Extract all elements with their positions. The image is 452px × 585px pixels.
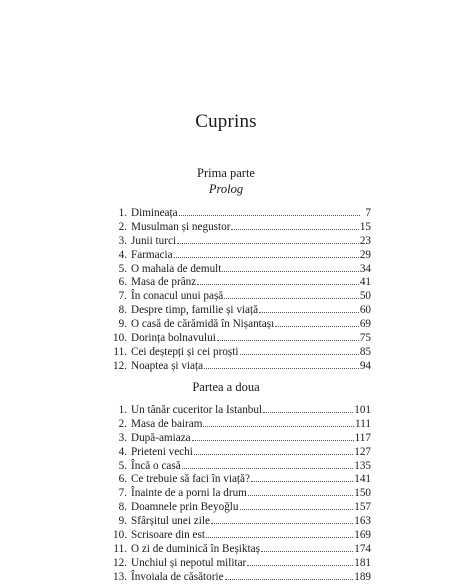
toc-entry <box>112 500 371 514</box>
entry-number: 8. <box>118 501 127 514</box>
toc-entry <box>112 206 371 220</box>
entry-number: 4. <box>118 248 127 261</box>
entry-title: Musulman și negustor <box>131 220 231 233</box>
entry-title: O mahala de demult <box>131 262 222 275</box>
entry-number: 10. <box>113 529 127 542</box>
dot-leader <box>203 417 354 427</box>
entry-title: Înainte de a porni la drum <box>131 487 247 500</box>
entry-page-number: 174 <box>354 542 371 555</box>
entry-number: 5. <box>118 262 127 275</box>
toc-entry <box>112 459 371 473</box>
dot-leader <box>248 486 353 496</box>
toc-entry <box>112 570 371 584</box>
entry-number: 11. <box>113 345 127 358</box>
dot-leader <box>261 542 353 552</box>
entry-page-number: 150 <box>354 487 371 500</box>
toc-entry <box>112 345 371 359</box>
toc-entry <box>112 262 371 276</box>
toc-entry <box>112 234 371 248</box>
entry-page-number: 29 <box>359 248 371 261</box>
dot-leader <box>217 331 359 341</box>
dot-leader <box>247 556 353 566</box>
entry-title: Cei deștepți și cei proști <box>131 345 239 358</box>
dot-leader <box>263 403 353 413</box>
part2-title: Partea a doua <box>192 380 260 394</box>
entry-page-number: 141 <box>354 473 371 486</box>
toc-entry <box>112 331 371 345</box>
entry-number: 2. <box>118 417 127 430</box>
entry-title: Unchiul și nepotul militar <box>131 556 247 569</box>
toc-entry <box>112 317 371 331</box>
toc-entry <box>112 359 371 373</box>
entry-title: Sfârșitul unei zile <box>131 515 210 528</box>
entry-title: Masa de prânz <box>131 276 197 289</box>
entry-title: Învoiala de căsătorie <box>131 570 224 583</box>
entry-title: Încă o casă <box>131 459 181 472</box>
entry-page-number: 75 <box>359 332 371 345</box>
dot-leader <box>225 570 354 580</box>
entry-page-number: 169 <box>354 529 371 542</box>
dot-leader <box>192 431 354 441</box>
toc-entry <box>112 542 371 556</box>
toc-entry <box>112 528 371 542</box>
entry-page-number: 85 <box>359 345 371 358</box>
toc-entry <box>112 248 371 262</box>
toc-entry <box>112 431 371 445</box>
entry-number: 6. <box>118 276 127 289</box>
entry-number: 1. <box>118 404 127 416</box>
entry-title: O casă de cărămidă în Nișantașı <box>131 318 275 331</box>
entry-number: 8. <box>118 304 127 317</box>
toc-entry <box>112 403 371 417</box>
dot-leader <box>197 275 359 285</box>
entry-number: 2. <box>118 220 127 233</box>
dot-leader <box>259 303 359 313</box>
dot-leader <box>182 459 354 469</box>
entry-page-number: 50 <box>359 290 371 303</box>
part1-subtitle: Prolog <box>208 182 244 196</box>
dot-leader <box>222 262 358 272</box>
entry-number: 9. <box>118 515 127 528</box>
entry-title: Scrisoare din est <box>131 529 205 542</box>
entry-title: Dorința bolnavului <box>131 332 216 345</box>
entry-title: Junii turci <box>131 234 177 247</box>
dot-leader <box>194 445 353 455</box>
entry-title: După-amiaza <box>131 431 191 444</box>
entry-title: Doamnele prin Beyoğlu <box>131 501 239 514</box>
entry-page-number: 157 <box>354 501 371 514</box>
dot-leader <box>231 220 358 230</box>
entry-page-number: 94 <box>359 359 371 372</box>
toc-entry <box>112 472 371 486</box>
entry-page-number: 60 <box>359 304 371 317</box>
entry-title: Un tânăr cuceritor la Istanbul <box>131 404 263 416</box>
dot-leader <box>174 248 359 258</box>
dot-leader <box>177 234 359 244</box>
entry-number: 3. <box>118 431 127 444</box>
entry-number: 1. <box>118 207 127 219</box>
entry-number: 5. <box>118 459 127 472</box>
part1-toc <box>112 206 371 373</box>
toc-entry <box>112 556 371 570</box>
entry-page-number: 181 <box>354 556 371 569</box>
entry-number: 3. <box>118 234 127 247</box>
entry-title: Ce trebuie să faci în viață? <box>131 473 250 486</box>
toc-entry <box>112 220 371 234</box>
entry-page-number: 7 <box>365 207 371 219</box>
entry-title: Prieteni vechi <box>131 445 193 458</box>
entry-title: Masa de bairam <box>131 417 203 430</box>
dot-leader <box>211 514 353 524</box>
entry-number: 4. <box>118 445 127 458</box>
entry-page-number: 127 <box>354 445 371 458</box>
entry-number: 12. <box>113 359 127 372</box>
entry-page-number: 163 <box>354 515 371 528</box>
part1-title: Prima parte <box>197 166 255 180</box>
entry-page-number: 189 <box>354 570 371 583</box>
toc-entry <box>112 303 371 317</box>
dot-leader <box>275 317 359 327</box>
entry-page-number: 23 <box>359 234 371 247</box>
entry-page-number: 135 <box>354 459 371 472</box>
dot-leader <box>179 206 360 216</box>
toc-entry <box>112 289 371 303</box>
entry-title: Noaptea și viața <box>131 359 204 372</box>
entry-page-number: 34 <box>359 262 371 275</box>
entry-number: 6. <box>118 473 127 486</box>
entry-page-number: 69 <box>359 318 371 331</box>
toc-entry <box>112 275 371 289</box>
entry-title: Farmacia <box>131 248 173 261</box>
entry-page-number: 117 <box>354 431 371 444</box>
entry-page-number: 41 <box>359 276 371 289</box>
entry-title: Despre timp, familie și viață <box>131 304 259 317</box>
toc-entry <box>112 514 371 528</box>
entry-number: 7. <box>118 290 127 303</box>
contents-title: Cuprins <box>195 111 257 132</box>
entry-number: 11. <box>113 542 127 555</box>
entry-title: Dimineața <box>131 207 178 219</box>
dot-leader <box>240 345 359 355</box>
entry-number: 12. <box>113 556 127 569</box>
dot-leader <box>206 528 353 538</box>
entry-number: 10. <box>113 332 127 345</box>
entry-number: 7. <box>118 487 127 500</box>
entry-page-number: 111 <box>355 417 371 430</box>
toc-entry <box>112 417 371 431</box>
entry-number: 9. <box>118 318 127 331</box>
toc-entry <box>112 486 371 500</box>
entry-title: În conacul unui pașă <box>131 290 224 303</box>
entry-page-number: 101 <box>354 404 371 416</box>
toc-entry <box>112 445 371 459</box>
dot-leader <box>224 289 359 299</box>
entry-title: O zi de duminică în Beșiktaș <box>131 542 260 555</box>
dot-leader <box>204 359 359 369</box>
entry-number: 13. <box>113 570 127 583</box>
dot-leader <box>251 472 353 482</box>
part2-toc <box>112 403 371 584</box>
dot-leader <box>240 500 354 510</box>
entry-page-number: 15 <box>359 220 371 233</box>
